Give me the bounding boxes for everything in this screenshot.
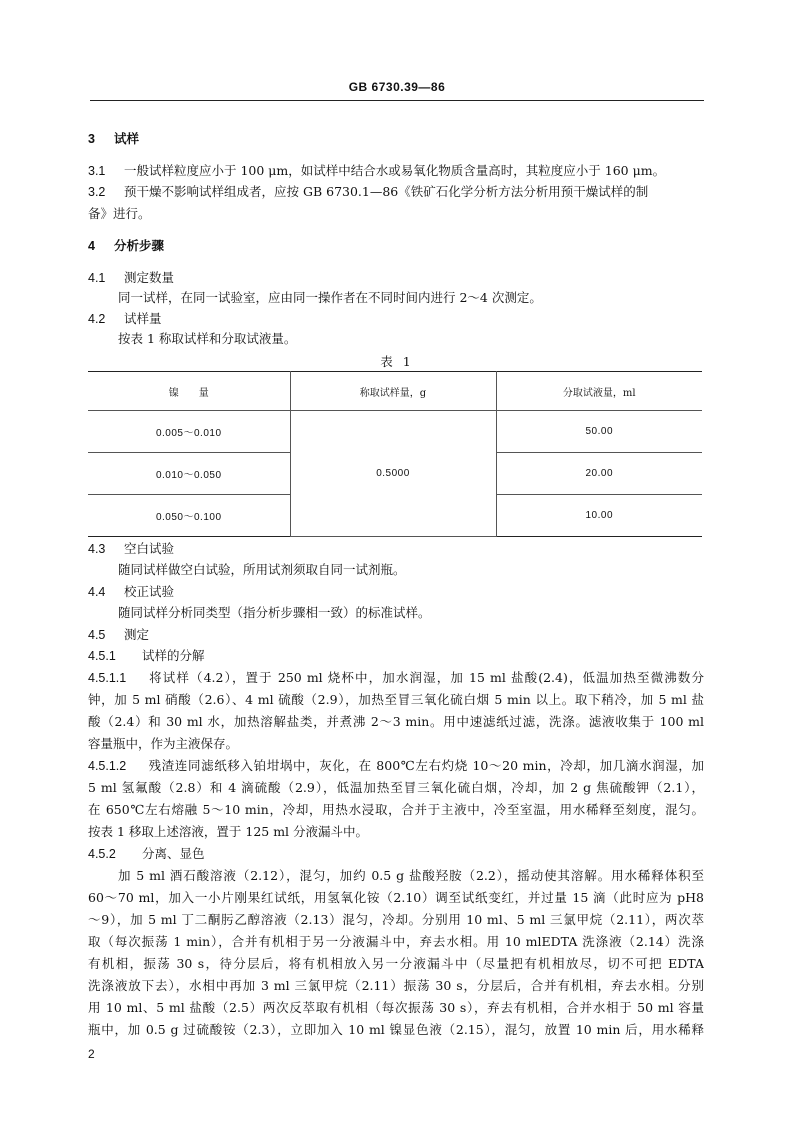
clause-4-1-heading (88, 270, 704, 286)
clause-title: 试样的分解 (142, 648, 205, 663)
clause-4-2-text: 按表 1 称取试样和分取试液量。 (118, 331, 297, 346)
section-title: 试样 (114, 131, 140, 146)
header-aliquot-volume: 分取试液量，ml (496, 372, 702, 411)
cell-aliquot: 10.00 (496, 495, 702, 537)
clause-4-5-1-1-line: 钟，加 5 ml 硝酸（2.6）、4 ml 硫酸（2.9），加热至冒三氧化硫白烟 5 min 以上。取下稍冷，加 5 ml 盐 (88, 692, 704, 707)
clause-4-5-1-1-line: 酸（2.4）和 30 ml 水，加热溶解盐类，并煮沸 2～3 min。用中速滤纸过滤，洗涤。滤液收集于 100 ml (88, 714, 704, 729)
clause-4-5-1-1-line: 容量瓶中，作为主液保存。 (88, 736, 239, 751)
clause-title: 分离、显色 (142, 846, 205, 861)
clause-4-5-2-line: 加 5 ml 酒石酸溶液（2.12），混匀，加约 0.5 g 盐酸羟胺（2.2），摇动使其溶解。用水稀释体积至 (118, 868, 704, 883)
clause-text: 残渣连同滤纸移入铂坩埚中，灰化，在 800℃左右灼烧 10～20 min，冷却，加几滴水润湿，加 (148, 758, 704, 773)
clause-4-5-1-1-line (88, 670, 704, 686)
clause-number: 4.4 (88, 585, 106, 599)
clause-text: 一般试样粒度应小于 100 μm，如试样中结合水或易氧化物质含量高时，其粒度应小于 160 μm。 (124, 163, 666, 178)
cell-sample-mass: 0.5000 (290, 411, 496, 537)
clause-4-5-2-line: 取（每次振荡 1 min），合并有机相于另一分液漏斗中，弃去水相。用 10 mlEDTA 洗涤液（2.14）洗涤 (88, 934, 704, 949)
header-sample-mass: 称取试样量，g (290, 372, 496, 411)
section-title: 分析步骤 (114, 238, 165, 253)
clause-title: 校正试验 (124, 584, 175, 599)
header-rule (90, 100, 704, 101)
clause-number: 3.1 (88, 164, 106, 178)
cell-range: 0.010～0.050 (88, 453, 290, 495)
table-1 (88, 371, 702, 537)
section-4-heading (88, 238, 704, 254)
clause-text: 预干燥不影响试样组成者，应按 GB 6730.1—86《铁矿石化学分析方法分析用预干燥试样的制 (124, 184, 649, 199)
clause-4-4-heading (88, 584, 704, 600)
clause-4-5-2-line: 瓶中，加 0.5 g 过硫酸铵（2.3），立即加入 10 ml 镍显色液（2.15），混匀，放置 10 min 后，用水稀释 (88, 1022, 704, 1037)
section-number: 4 (88, 239, 95, 253)
clause-number: 4.1 (88, 271, 106, 285)
clause-text: 将试样（4.2），置于 250 ml 烧杯中，加水润湿，加 15 ml 盐酸(2.4)，低温加热至微沸数分 (148, 670, 704, 685)
clause-number: 4.2 (88, 312, 106, 326)
clause-4-3-heading (88, 541, 704, 557)
clause-3-1 (88, 163, 704, 179)
clause-4-5-1-2-line: 5 ml 氢氟酸（2.8）和 4 滴硫酸（2.9），低温加热至冒三氧化硫白烟，冷却，加 2 g 焦硫酸钾（2.1）， (88, 780, 704, 795)
clause-4-5-2-line: 洗涤液放下去），水相中再加 3 ml 三氯甲烷（2.11）振荡 30 s，分层后，合并有机相，弃去水相。分别 (88, 978, 704, 993)
clause-number: 4.5.2 (88, 847, 116, 861)
clause-title: 测定数量 (124, 270, 175, 285)
table-caption: 表 1 (380, 354, 414, 369)
clause-4-5-1-heading (88, 648, 704, 664)
clause-4-5-1-2-line: 按表 1 移取上述溶液，置于 125 ml 分液漏斗中。 (88, 824, 369, 839)
cell-range: 0.050～0.100 (88, 495, 290, 537)
clause-4-5-2-line: ～9），加 5 ml 丁二酮肟乙醇溶液（2.13）混匀，冷却。分别用 10 ml、5 ml 三氯甲烷（2.11），两次萃 (88, 912, 704, 927)
clause-number: 4.3 (88, 542, 106, 556)
page-header: GB 6730.39—86 (348, 80, 446, 94)
clause-4-2-heading (88, 311, 704, 327)
clause-number: 4.5.1 (88, 649, 116, 663)
clause-number: 4.5.1.1 (88, 671, 127, 685)
clause-title: 试样量 (124, 311, 162, 326)
clause-4-5-1-2-line (88, 758, 704, 774)
clause-3-2 (88, 184, 704, 200)
clause-4-5-2-line: 用 10 ml、5 ml 盐酸（2.5）两次反萃取有机相（每次振荡 30 s），弃去有机相，合并水相于 50 ml 容量 (88, 1000, 704, 1015)
clause-number: 4.5 (88, 628, 106, 642)
clause-4-5-2-line: 有机相，振荡 30 s，待分层后，将有机相放入另一分液漏斗中（尽量把有机相放尽，切不可把 EDTA (88, 956, 704, 971)
table-row (88, 411, 702, 453)
section-3-heading (88, 131, 704, 147)
clause-title: 空白试验 (124, 541, 175, 556)
page-number: 2 (88, 1047, 95, 1061)
clause-4-5-2-heading (88, 846, 704, 862)
clause-4-5-2-line: 60～70 ml，加入一小片刚果红试纸，用氢氧化铵（2.10）调至试纸变红，并过量 15 滴（此时应为 pH8 (88, 890, 704, 905)
clause-4-5-1-2-line: 在 650℃左右熔融 5～10 min，冷却，用热水浸取，合并于主液中，冷至室温，用水稀释至刻度，混匀。 (88, 802, 704, 817)
clause-4-3-text: 随同试样做空白试验，所用试剂须取自同一试剂瓶。 (118, 562, 406, 577)
clause-number: 3.2 (88, 185, 106, 199)
clause-title: 测定 (124, 627, 150, 642)
clause-4-4-text: 随同试样分析同类型（指分析步骤相一致）的标准试样。 (118, 605, 431, 620)
header-nickel-content: 镍 量 (88, 372, 290, 411)
clause-number: 4.5.1.2 (88, 759, 127, 773)
table-header-row (88, 372, 702, 411)
cell-range: 0.005～0.010 (88, 411, 290, 453)
cell-aliquot: 50.00 (496, 411, 702, 453)
clause-3-2-cont: 备》进行。 (88, 206, 151, 221)
cell-aliquot: 20.00 (496, 453, 702, 495)
clause-4-1-text: 同一试样，在同一试验室，应由同一操作者在不同时间内进行 2～4 次测定。 (118, 290, 542, 305)
section-number: 3 (88, 132, 95, 146)
clause-4-5-heading (88, 627, 704, 643)
